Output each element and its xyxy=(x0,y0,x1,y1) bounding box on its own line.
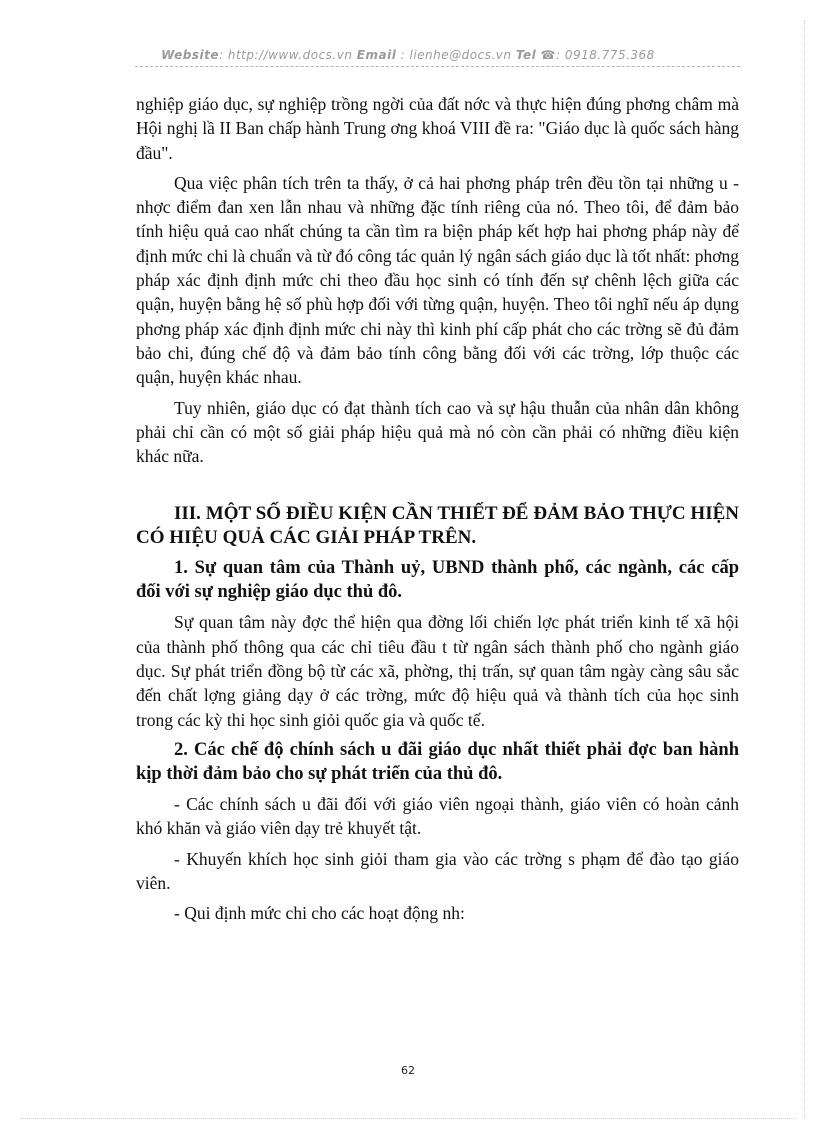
page-number: 62 xyxy=(401,1064,415,1077)
page-header xyxy=(0,48,816,62)
list-item: - Các chính sách u đãi đối với giáo viên ngoại thành, giáo viên có hoàn cảnh khó khăn và giáo viên dạy trẻ khuyết tật. xyxy=(136,793,739,839)
page-border-right xyxy=(804,20,805,1118)
paragraph: nghiệp giáo dục, sự nghiệp trồng ngời của đất nớc và thực hiện đúng phơng châm mà Hội nghị lầ II Ban chấp hành Trung ơng khoá VIII đề ra: "Giáo dục là quốc sách hàng đầu". xyxy=(136,94,739,163)
section-heading: III. MỘT SỐ ĐIỀU KIỆN CẦN THIẾT ĐỂ ĐẢM BẢO THỰC HIỆN CÓ HIỆU QUẢ CÁC GIẢI PHÁP TRÊN. xyxy=(136,503,739,549)
page-border-bottom xyxy=(20,1118,796,1119)
email-value: : lienhe@docs.vn xyxy=(400,48,512,62)
website-label: Website xyxy=(161,48,219,62)
email-label: Email xyxy=(356,48,397,62)
document-body xyxy=(136,92,739,931)
paragraph: Qua việc phân tích trên ta thấy, ở cả hai phơng pháp trên đều tồn tại những u - nhợc điểm đan xen lẫn nhau và những đặc tính riêng của nó. Theo tôi, để đảm bảo tính hiệu quả cao nhất chúng ta cần tìm ra biện pháp kết hợp hai phơng pháp này để định mức chi là chuẩn và từ đó công tác quản lý ngân sách giáo dục là tốt nhất: phơng pháp xác định định mức chi theo đầu học sinh có tính đến sự chênh lệch giữa các quận, huyện bằng hệ số phù hợp đối với từng quận, huyện. Theo tôi nghĩ nếu áp dụng phơng pháp xác định định mức chi này thì kinh phí cấp phát cho các trờng sẽ đủ đảm bảo chi, đúng chế độ và đảm bảo tính công bằng đối với các trờng, lớp thuộc các quận, huyện khác nhau. xyxy=(136,172,739,388)
paragraph: Tuy nhiên, giáo dục có đạt thành tích cao và sự hậu thuẫn của nhân dân không phải chỉ cần có một số giải pháp hiệu quả mà nó còn cần phải có những điều kiện khác nữa. xyxy=(136,397,739,467)
list-item: - Qui định mức chi cho các hoạt động nh: xyxy=(174,903,465,924)
subsection-heading-1: 1. Sự quan tâm của Thành uỷ, UBND thành phố, các ngành, các cấp đối với sự nghiệp giáo dục thủ đô. xyxy=(136,558,739,603)
tel-label: Tel xyxy=(515,48,537,62)
paragraph: Sự quan tâm này đợc thể hiện qua đờng lối chiến lợc phát triển kinh tế xã hội của thành phố thông qua các chỉ tiêu đầu t từ ngân sách thành phố cho ngành giáo dục. Sự phát triển đồng bộ từ các xã, phờng, thị trấn, sự quan tâm ngày càng sâu sắc đến chất lợng giảng dạy ở các trờng, mức độ hiệu quả và thành tích của học sinh trong các kỳ thi học sinh giỏi quốc gia và quốc tế. xyxy=(136,612,739,730)
subsection-heading-2: 2. Các chế độ chính sách u đãi giáo dục nhất thiết phải đợc ban hành kịp thời đảm bảo cho sự phát triển của thủ đô. xyxy=(136,739,739,784)
list-item: - Khuyến khích học sinh giỏi tham gia vào các trờng s phạm để đào tạo giáo viên. xyxy=(136,848,739,893)
tel-value: : 0918.775.368 xyxy=(555,48,655,62)
website-value: : http://www.docs.vn xyxy=(219,48,353,62)
phone-icon: ☎ xyxy=(540,48,556,62)
header-divider xyxy=(135,66,740,67)
